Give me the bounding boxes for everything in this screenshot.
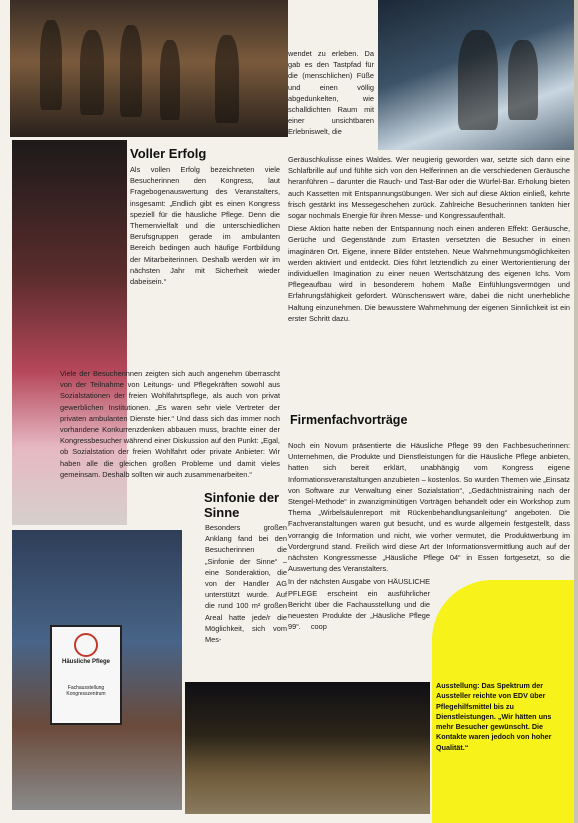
author-signature: coop <box>310 622 327 632</box>
photo-exhibition-stand <box>378 0 578 150</box>
article-column-sinfonie <box>205 522 287 647</box>
photo-visitors-hall <box>10 0 288 137</box>
photo-caption: Ausstellung: Das Spektrum der Aussteller reichte von EDV über Pflegehilfsmittel bis zu Dienstleistungen. „Wir hätten uns mehr Besucher gewünscht. Die Kontakte waren jedoch von hoher Qualität.“ <box>436 681 552 752</box>
heading-firmenfachvortraege: Firmenfachvorträge <box>290 413 408 427</box>
paragraph <box>288 576 430 632</box>
paragraph: wendet zu erleben. Da gab es den Tastpfad für die (menschlichen) Füße und einen völlig abgedunkelten, wie schalldichten Raum mit einer unsichtbaren Erlebniswelt, die <box>288 49 374 137</box>
paragraph: Besonders großen Anklang fand bei den Besucherinnen die „Sinfonie der Sinne“ – eine Sonderaktion, die von der Handler AG unterstützt wurde. Auf die rund 100 m² großen Areal hatte jede/r die Möglichkeit, sich vom Mes- <box>205 523 287 645</box>
logo-icon <box>74 633 98 657</box>
article-column-top-middle <box>288 48 374 140</box>
article-column-right-top <box>288 154 570 326</box>
heading-voller-erfolg: Voller Erfolg <box>130 146 207 161</box>
trade-fair-sign <box>50 625 122 725</box>
paragraph: Als vollen Erfolg bezeichneten viele Besucherinnen den Kongress, laut Fragebogenauswertung des Veranstalters, insgesamt: „Endlich gibt es einen Kongress speziell für die häusliche Pflege. Denn die Themenvielfalt und die unterschiedlichen Berufsgruppen gerade im ambulanten Bereich bedingen auch häufige Fortbildung der Mitarbeiterinnen. Deshalb werden wir im nächsten Jahr mit Sicherheit wieder dabeisein.“ <box>130 165 280 287</box>
page-edge <box>574 0 578 823</box>
sign-subtitle: Fachausstellung Kongresszentrum <box>66 685 106 697</box>
article-column-voller-erfolg <box>130 164 280 289</box>
paragraph-text: In der nächsten Ausgabe von HÄUSLICHE PFLEGE erscheint ein ausführlicher Bericht über die Fachausstellung und die neuesten Produkte der „Häusliche Pflege 99“. <box>288 577 430 632</box>
article-column-voller-erfolg-continued <box>60 368 280 482</box>
paragraph: Geräuschkulisse eines Waldes. Wer neugierig geworden war, setzte sich dann eine Schlafbrille auf und fühlte sich von den Helferinnen an die verschiedenen Geräusche heranführen – darunter die Rauch- und Tast-Bar oder die Würfel-Bar. Erholung bieten auch Kassetten mit Entspannungsübungen. Wer sich auf diese Aktion einließ, kehrte frisch gestärkt ins Messegeschehen zurück. Zahlreiche Besucherinnen tankten hier sogar nochmals Energie für ihren Messe- und Kongressaufenthalt. <box>288 155 570 221</box>
photo-exhibition-overview <box>185 682 430 814</box>
heading-sinfonie: Sinfonie der Sinne <box>204 490 280 520</box>
paragraph: Diese Aktion hatte neben der Entspannung noch einen anderen Effekt: Geräusche, Gerüche und Gegenstände zum Ertasten versetzten die Besucher in einen imaginären Ort. Eigene, innere Bilder entstehen. Neue Wahrnehmungsmöglichkeiten werden aktiviert und entdeckt. Dies führt letztendlich zu einer Wertorientierung der individuellen Imagination zu einer neuen Wertschätzung des eigenen Ichs. Vom Pflegeaufbau wird in besonderem hohem Maße Einfühlungsvermögen und Erfahrungsfähigkeit gefordert. Wünschenswert wäre, dabei die nicht unerhebliche Haltung einzunehmen. Die bewusstere Wahrnehmung der eigenen Sinnlichkeit ist ein erster Schritt dazu. <box>288 224 570 323</box>
paragraph: Viele der Besucherinnen zeigten sich auch angenehm überrascht von der Teilnahme von Leitungs- und Pflegekräften sowohl aus Sozialstationen der freien Wohlfahrtspflege, als auch von privat gewerblichen Institutionen. „Es waren sehr viele Vertreter der privaten ambulanten Dienste hier.“ Und dass sich das immer noch vorhandene Konkurrenzdenken abbauen muss, brachte einer der Kongressbesucher während einer Diskussion auf den Punkt: „Egal, ob Sozialstation der freien Wohlfahrt oder private Anbieter: Wir haben alle die gleichen großen Probleme und damit vieles gemeinsam. Deshalb sollten wir auch zusammenarbeiten.“ <box>60 369 280 479</box>
sign-title: Häusliche Pflege <box>61 659 111 665</box>
paragraph: Noch ein Novum präsentierte die Häusliche Pflege 99 den Fachbesucherinnen: Unternehmen, die Produkte und Dienstleistungen für die Häusliche Pflege anbieten, hatten sich bereit erklärt, unabhängig vom Kongress eigene Informationsveranstaltungen anzubieten – kostenlos. So wurden Themen wie „Einsatz von Software zur Verwaltung einer Sozialstation“, „Gedächtnistraining nach der Stengel-Methode“ in zwanzigminütigen Vorträgen behandelt oder ein Workshop zum Thema „Wirbelsäulenreport mit Rückenbehandlungsanleitung“ angeboten. Die Fachveranstaltungen waren gut besucht, und es wurde allgemein festgestellt, dass vorrangig die Information und nicht, wie vorher vermutet, die Produktwerbung im Vordergrund stand. Freilich wird diese Art der Informationsvermittlung auch auf der nächsten Kongressmesse „Häusliche Pflege 04“ in Essen fortgesetzt, so die Auswertung des Veranstalters. <box>288 441 570 574</box>
